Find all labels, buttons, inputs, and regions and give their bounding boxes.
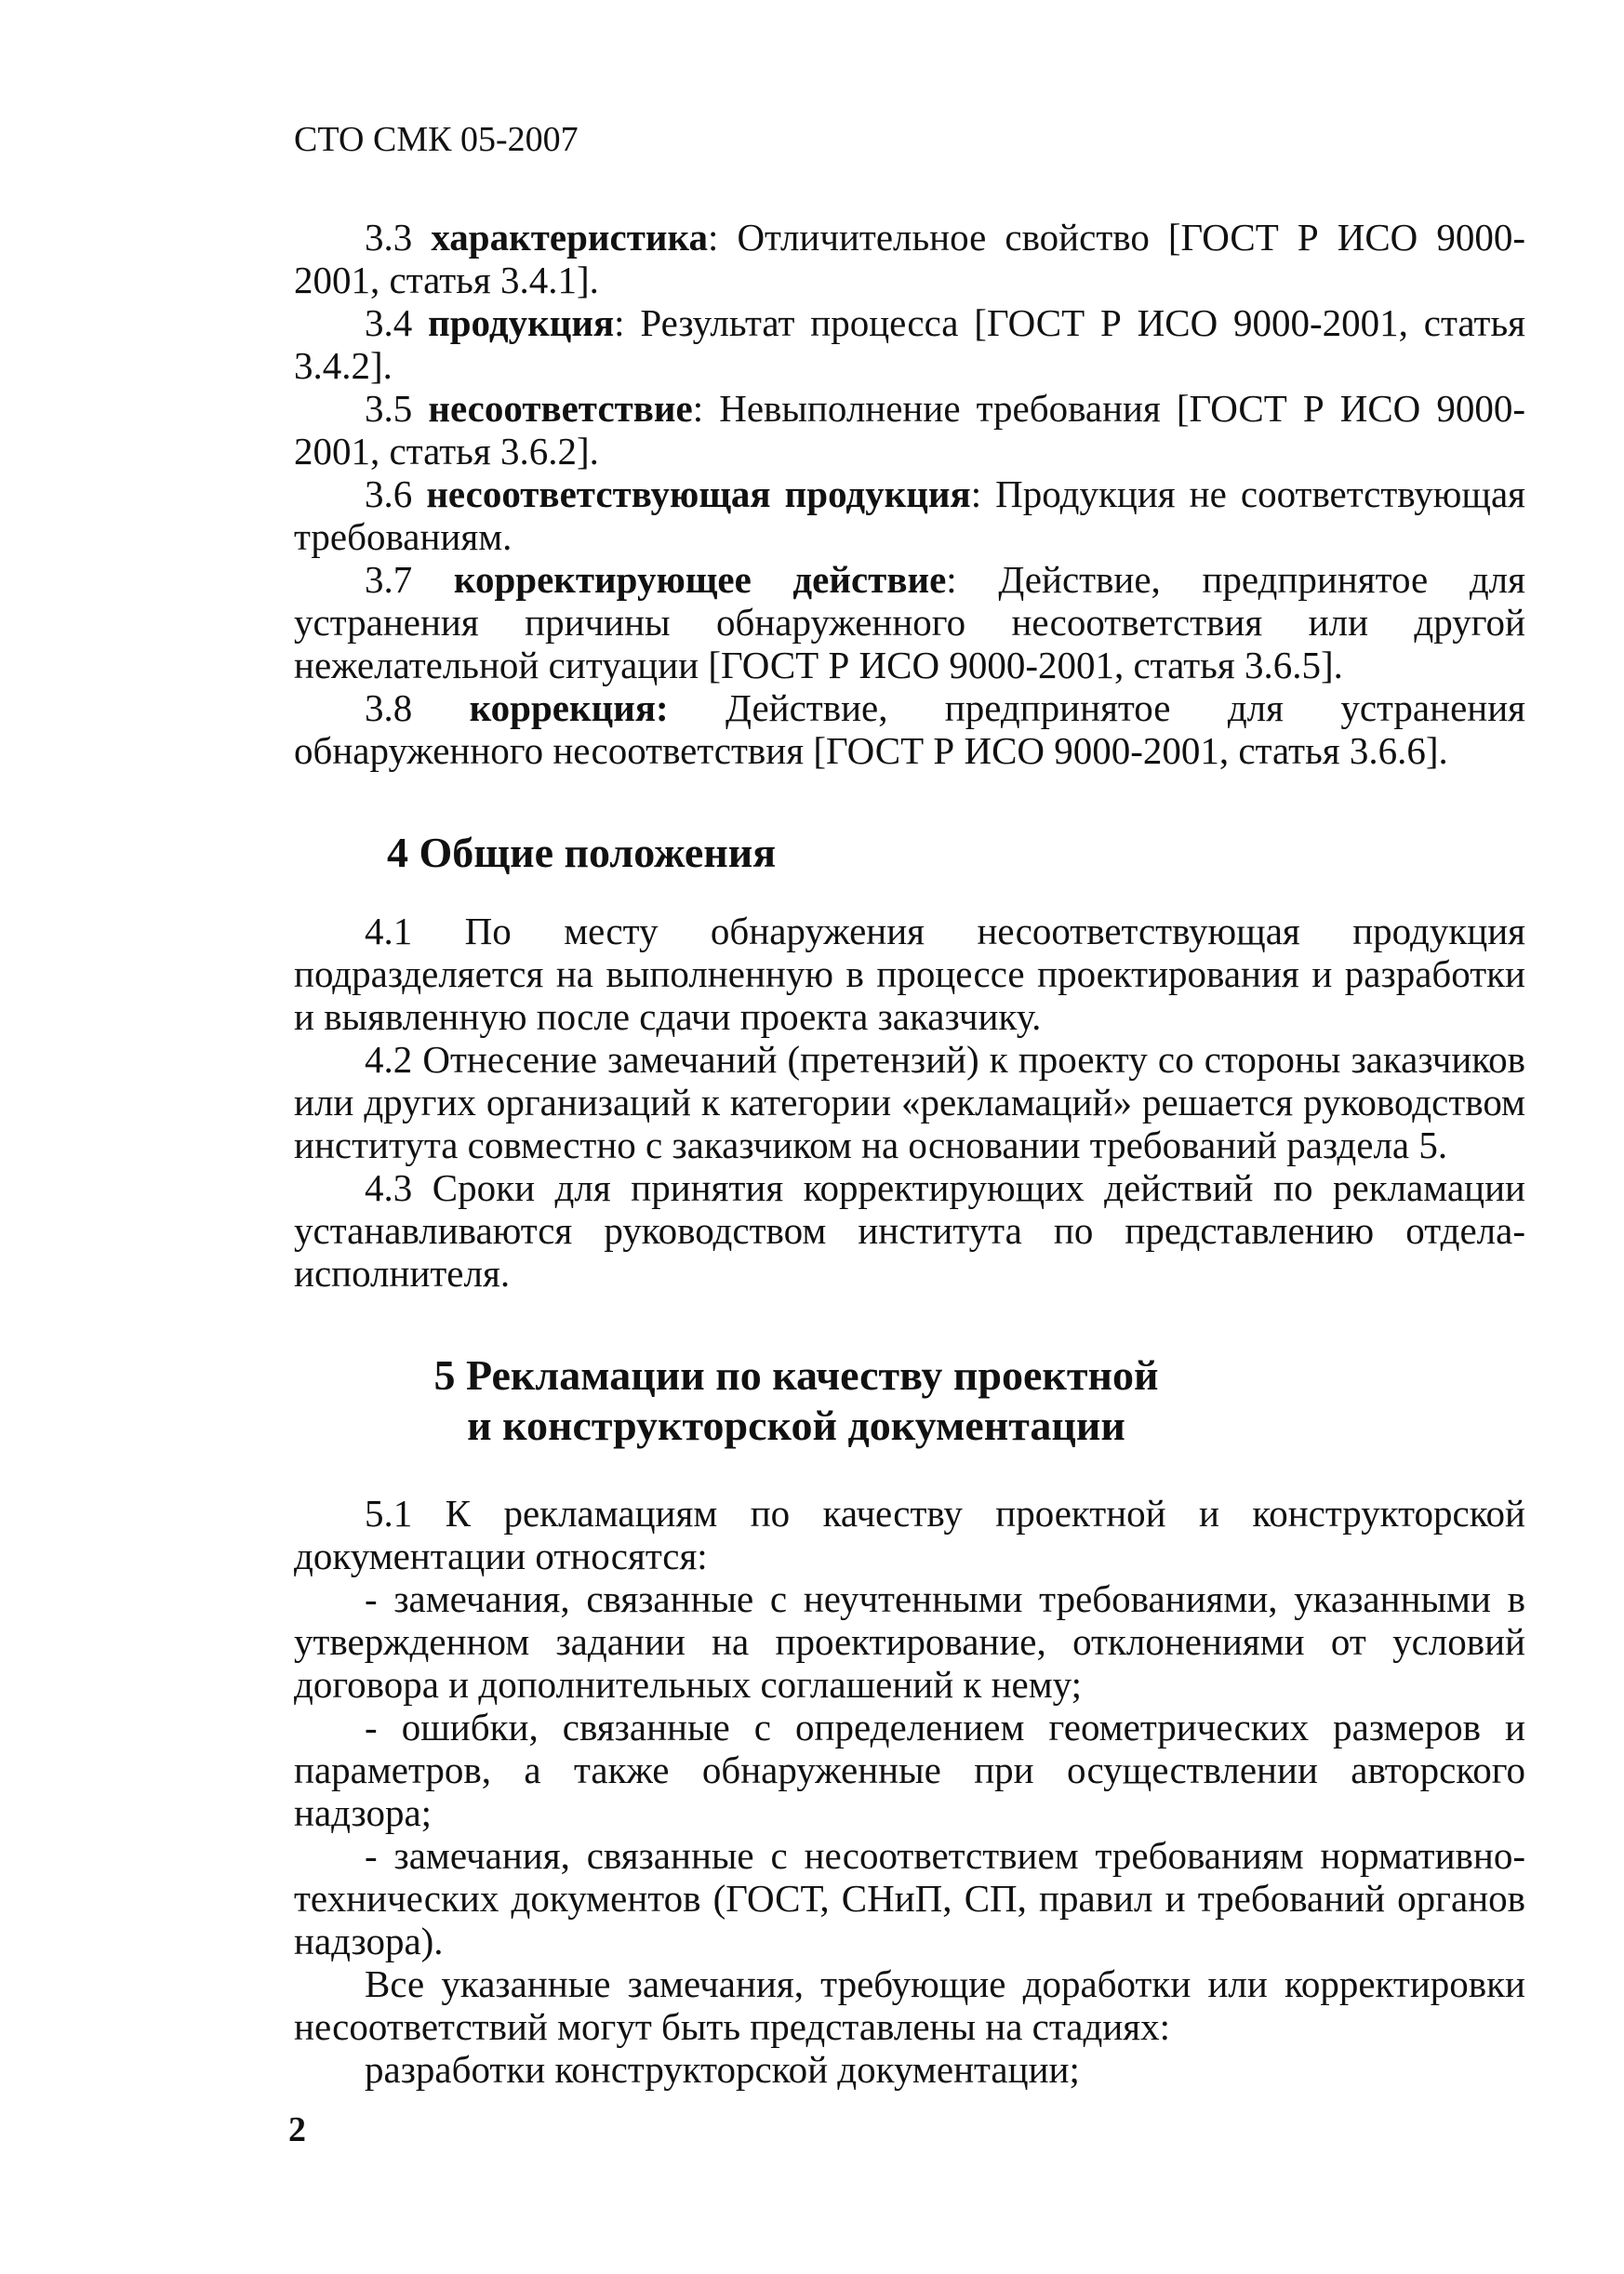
list-item: - замечания, связанные с несоответствием требованиям нормативно-технических документов (ГОСТ, СНиП, СП, правил и требований органов надзора). bbox=[294, 1834, 1525, 1962]
definition-term: коррекция: bbox=[469, 686, 669, 729]
definition-3-7 bbox=[294, 558, 1525, 686]
definition-number: 3.6 bbox=[365, 472, 413, 515]
definition-text: : Невыполнение требования [ГОСТ Р ИСО 9000-2001, статья 3.6.2]. bbox=[294, 387, 1526, 472]
section-5-heading-line: и конструкторской документации bbox=[467, 1402, 1125, 1449]
section-4-paragraph: 4.3 Сроки для принятия корректирующих действий по рекламации устанавливаются руководством института по представлению отдела-исполнителя. bbox=[294, 1166, 1525, 1295]
definition-3-6 bbox=[294, 472, 1525, 558]
definition-term: продукция bbox=[428, 301, 615, 344]
definition-3-5 bbox=[294, 387, 1525, 472]
definition-number: 3.4 bbox=[365, 301, 413, 344]
section-4-paragraph: 4.2 Отнесение замечаний (претензий) к проекту со стороны заказчиков или других организаций к категории «рекламаций» решается руководством института совместно с заказчиком на основании требований раздела 5. bbox=[294, 1038, 1525, 1166]
document-code-header: СТО СМК 05-2007 bbox=[294, 120, 579, 159]
definition-term: корректирующее действие bbox=[453, 558, 947, 601]
definition-text: Действие, предпринятое для устранения обнаруженного несоответствия [ГОСТ Р ИСО 9000-2001, статья 3.6.6]. bbox=[294, 686, 1526, 772]
list-item: - замечания, связанные с неучтенными требованиями, указанными в утвержденном задании на проектирование, отклонениями от условий договора и дополнительных соглашений к нему; bbox=[294, 1577, 1525, 1706]
page-number: 2 bbox=[288, 2110, 306, 2149]
definition-number: 3.7 bbox=[365, 558, 413, 601]
definition-3-8 bbox=[294, 686, 1525, 772]
definition-number: 3.5 bbox=[365, 387, 413, 430]
section-5-heading-line: 5 Рекламации по качеству проектной bbox=[433, 1351, 1159, 1399]
section-5-intro: 5.1 К рекламациям по качеству проектной и конструкторской документации относятся: bbox=[294, 1492, 1525, 1577]
definition-text: : Действие, предпринятое для устранения причины обнаруженного несоответствия или другой нежелательной ситуации [ГОСТ Р ИСО 9000-2001, статья 3.6.5]. bbox=[294, 558, 1526, 686]
definition-number: 3.8 bbox=[365, 686, 413, 729]
list-item: - ошибки, связанные с определением геометрических размеров и параметров, а также обнаруженные при осуществлении авторского надзора; bbox=[294, 1706, 1525, 1834]
definition-number: 3.3 bbox=[365, 216, 413, 259]
document-body bbox=[294, 216, 1525, 2091]
definition-term: несоответствие bbox=[428, 387, 693, 430]
section-5-summary: Все указанные замечания, требующие доработки или корректировки несоответствий могут быть представлены на стадиях: bbox=[294, 1962, 1525, 2048]
definition-text: : Отличительное свойство [ГОСТ Р ИСО 9000-2001, статья 3.4.1]. bbox=[294, 216, 1526, 301]
definition-term: несоответствующая продукция bbox=[426, 472, 971, 515]
definition-3-4 bbox=[294, 301, 1525, 387]
definition-3-3 bbox=[294, 216, 1525, 301]
section-4-heading: 4 Общие положения bbox=[387, 829, 777, 876]
definition-term: характеристика bbox=[431, 216, 708, 259]
section-5-heading bbox=[331, 1350, 1261, 1451]
section-4-paragraph: 4.1 По месту обнаружения несоответствующая продукция подразделяется на выполненную в процессе проектирования и разработки и выявленную после сдачи проекта заказчику. bbox=[294, 910, 1525, 1038]
definition-text: : Продукция не соответствующая требованиям. bbox=[294, 472, 1526, 558]
definition-text: : Результат процесса [ГОСТ Р ИСО 9000-2001, статья 3.4.2]. bbox=[294, 301, 1526, 387]
section-5-stage: разработки конструкторской документации; bbox=[365, 2048, 1080, 2091]
